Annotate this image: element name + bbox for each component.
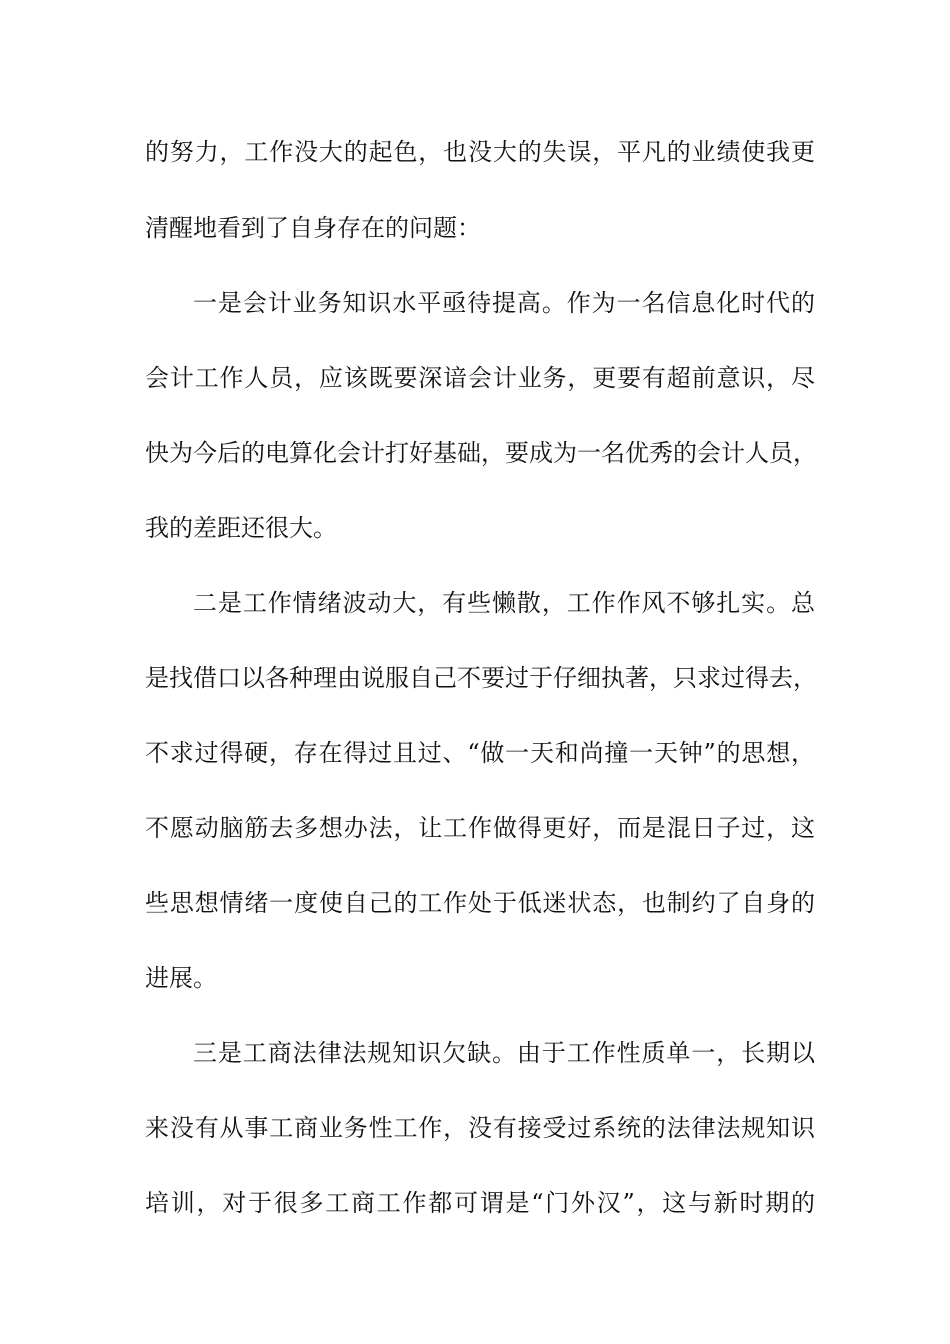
paragraph-start-line: 一是会计业务知识水平亟待提高。作为一名信息化时代的 <box>193 289 815 317</box>
text-line: 会计工作人员，应该既要深谙会计业务，更要有超前意识，尽 <box>145 364 815 392</box>
text-line: 快为今后的电算化会计打好基础，要成为一名优秀的会计人员， <box>145 439 817 467</box>
text-line: 我的差距还很大。 <box>145 514 337 542</box>
text-line: 是找借口以各种理由说服自己不要过于仔细执著，只求过得去， <box>145 664 817 692</box>
text-line: 来没有从事工商业务性工作，没有接受过系统的法律法规知识 <box>145 1114 815 1142</box>
text-line: 些思想情绪一度使自己的工作处于低迷状态，也制约了自身的 <box>145 889 815 917</box>
text-line: 培训，对于很多工商工作都可谓是“门外汉”，这与新时期的 <box>145 1189 815 1217</box>
text-line: 清醒地看到了自身存在的问题： <box>145 214 481 242</box>
text-line: 进展。 <box>145 964 217 992</box>
text-line: 不求过得硬，存在得过且过、“做一天和尚撞一天钟”的思想， <box>145 739 815 767</box>
paragraph-start-line: 三是工商法律法规知识欠缺。由于工作性质单一，长期以 <box>193 1039 815 1067</box>
text-line: 的努力，工作没大的起色，也没大的失误，平凡的业绩使我更 <box>145 138 815 166</box>
paragraph-start-line: 二是工作情绪波动大，有些懒散，工作作风不够扎实。总 <box>193 589 815 617</box>
text-line: 不愿动脑筋去多想办法，让工作做得更好，而是混日子过，这 <box>145 814 815 842</box>
